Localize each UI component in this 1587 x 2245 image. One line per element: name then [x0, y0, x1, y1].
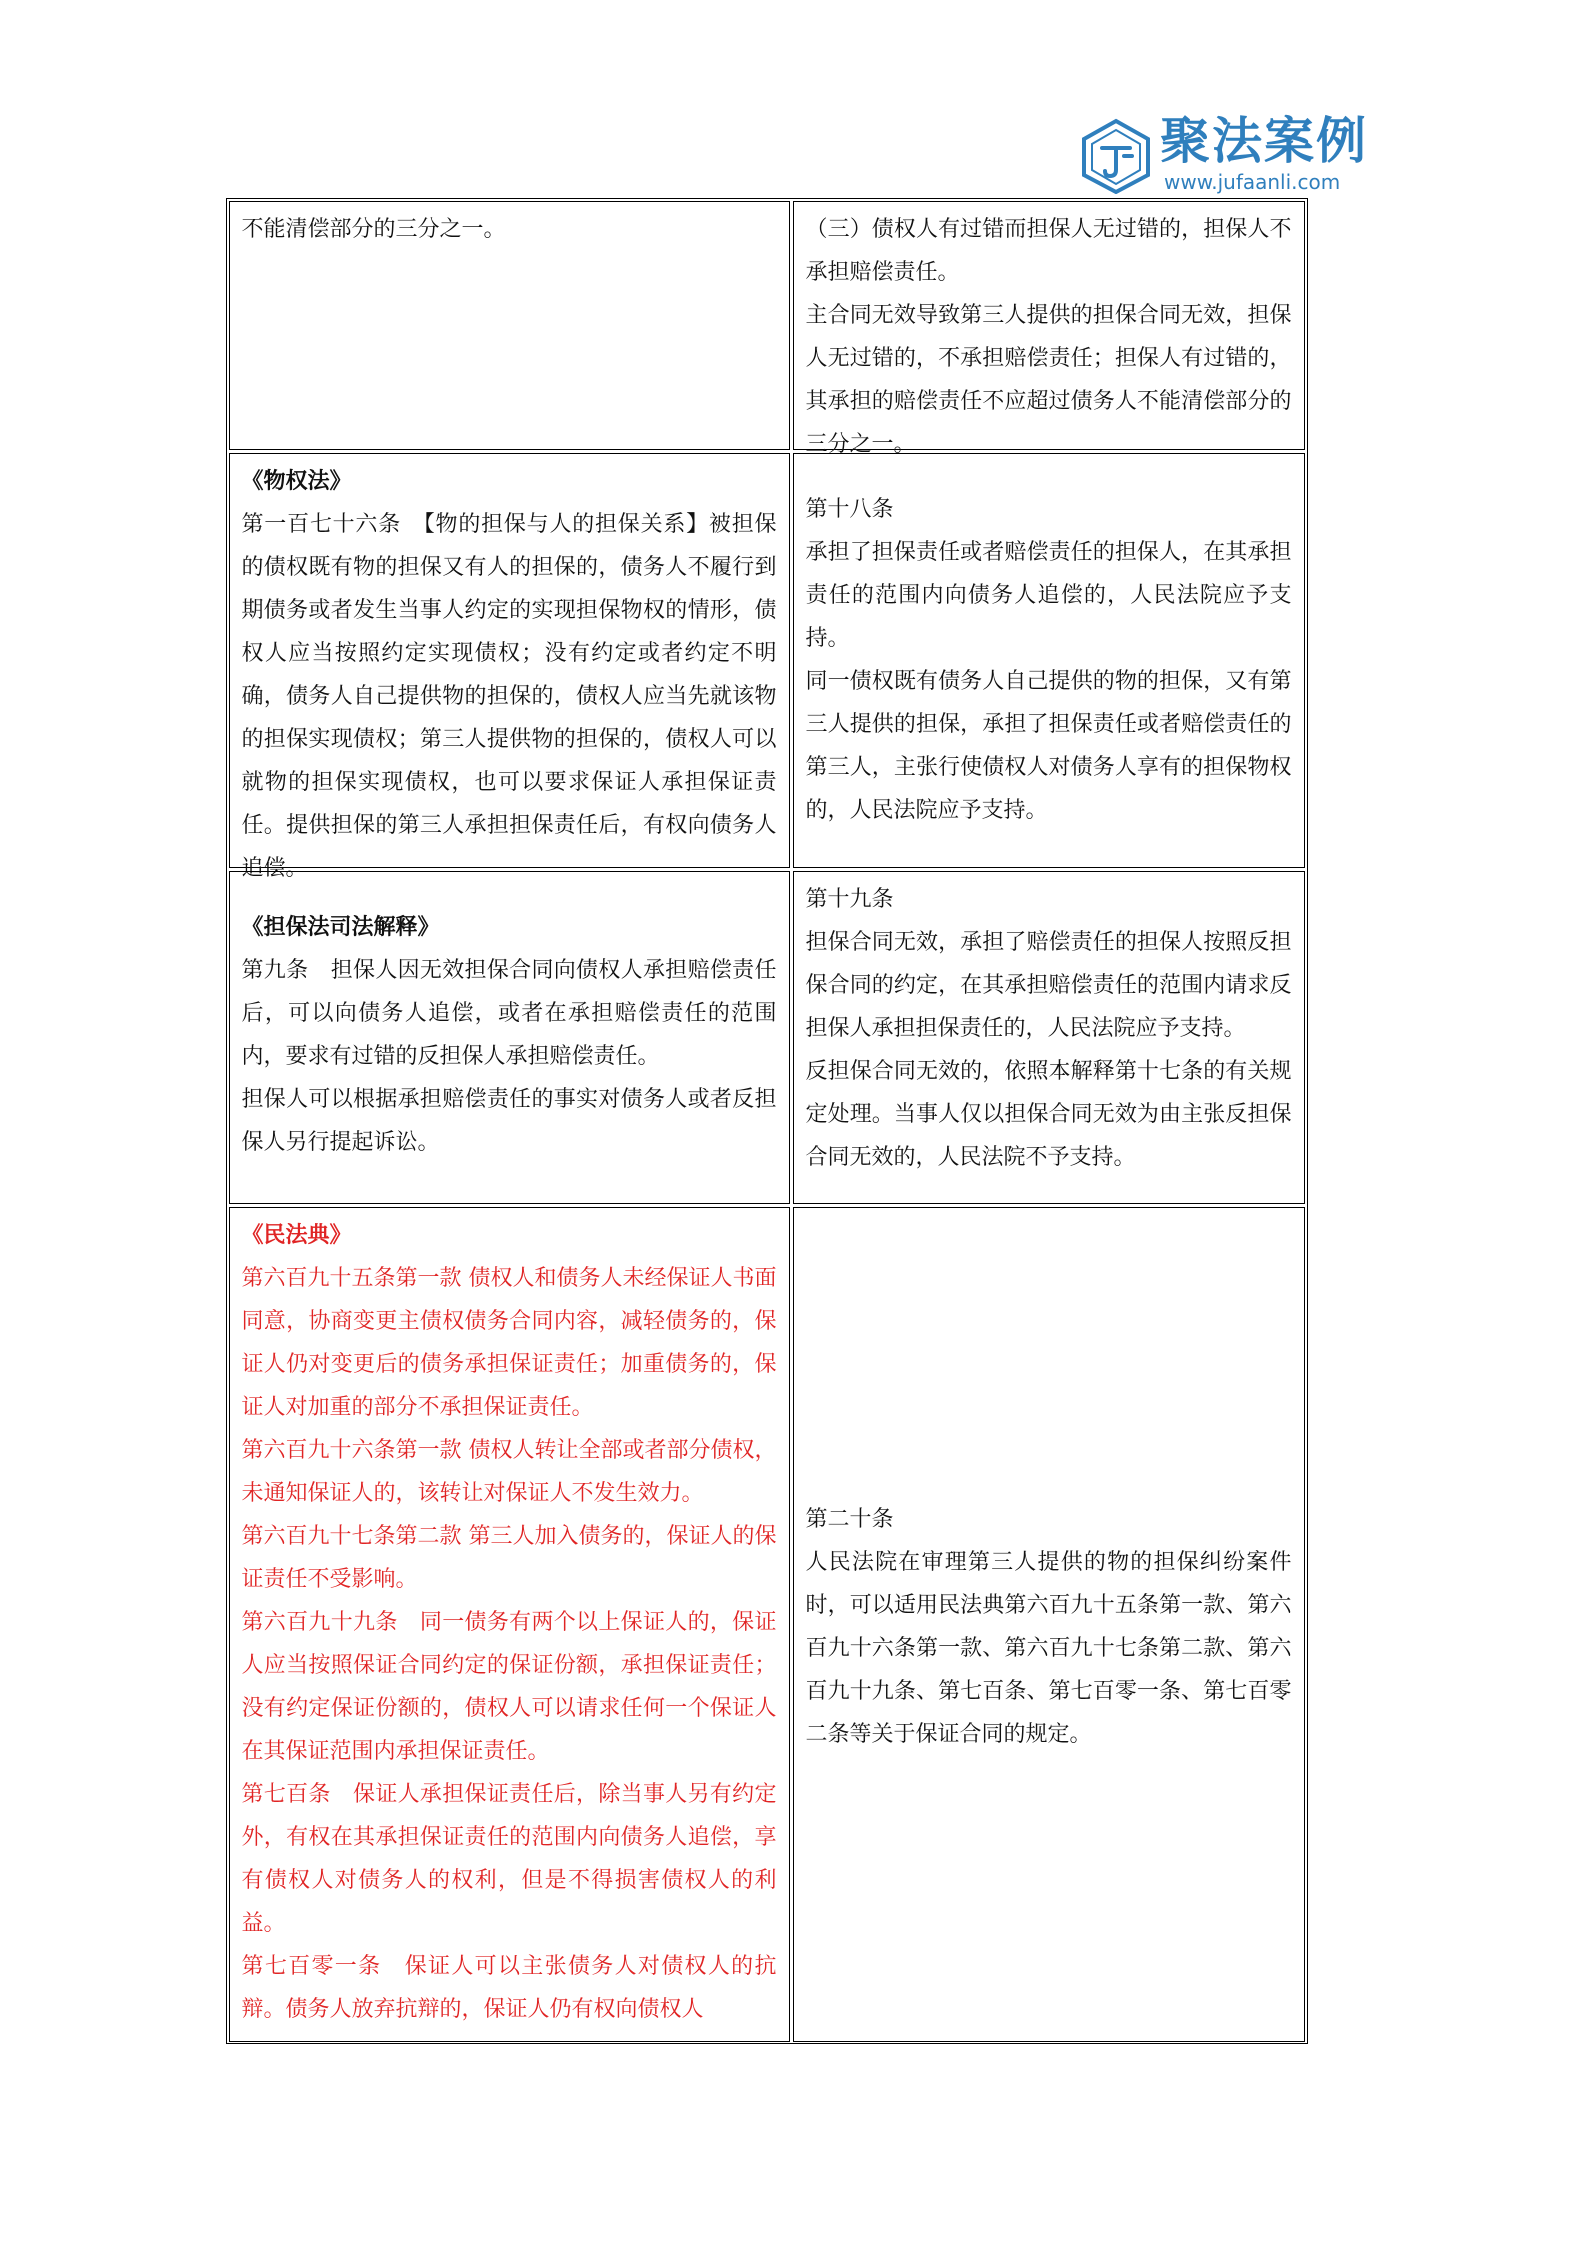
brand-name: 聚法案例	[1160, 112, 1368, 170]
cell-paragraph: 第一百七十六条 【物的担保与人的担保关系】被担保的债权既有物的担保又有人的担保的，债务人不履行到期债务或者发生当事人约定的实现担保物权的情形，债权人应当按照约定实现债权；没有约定或者约定不明确，债务人自己提供物的担保的，债权人应当先就该物的担保实现债权；第三人提供物的担保的，债权人可以就物的担保实现债权，也可以要求保证人承担保证责任。提供担保的第三人承担担保责任后，有权向债务人追偿。	[241, 511, 777, 881]
cell-paragraph: 第九条 担保人因无效担保合同向债权人承担赔偿责任后，可以向债务人追偿，或者在承担赔偿责任的范围内，要求有过错的反担保人承担赔偿责任。	[241, 957, 777, 1069]
cell-paragraph: 主合同无效导致第三人提供的担保合同无效，担保人无过错的，不承担赔偿责任；担保人有过错的，其承担的赔偿责任不应超过债务人不能清偿部分的三分之一。	[805, 302, 1292, 457]
table-cell-left	[229, 453, 790, 881]
table-row	[227, 1205, 1307, 2043]
cell-paragraph: （三）债权人有过错而担保人无过错的，担保人不承担赔偿责任。	[805, 216, 1292, 285]
cell-paragraph: 同一债权既有债务人自己提供的物的担保，又有第三人提供的担保，承担了担保责任或者赔偿责任的第三人，主张行使债权人对债务人享有的担保物权的，人民法院应予支持。	[805, 668, 1292, 823]
table-cell-right	[793, 1207, 1305, 2042]
law-title: 《担保法司法解释》	[241, 913, 440, 940]
table-row	[227, 199, 1307, 457]
table-cell-left	[229, 871, 790, 1204]
cell-paragraph: 不能清偿部分的三分之一。	[241, 216, 506, 242]
table-cell-right	[793, 201, 1305, 457]
jufa-logo-icon	[1080, 118, 1152, 194]
table-row	[227, 869, 1307, 1205]
table-cell-left	[229, 1207, 790, 2042]
cell-paragraph: 承担了担保责任或者赔偿责任的担保人，在其承担责任的范围内向债务人追偿的，人民法院应予支持。	[805, 539, 1292, 651]
table-row	[227, 451, 1307, 881]
cell-paragraph: 担保人可以根据承担赔偿责任的事实对债务人或者反担保人另行提起诉讼。	[241, 1086, 777, 1155]
table-cell-right	[793, 871, 1305, 1204]
article-number: 第二十条	[805, 1506, 894, 1532]
cell-paragraph: 人民法院在审理第三人提供的物的担保纠纷案件时，可以适用民法典第六百九十五条第一款、第六百九十六条第一款、第六百九十七条第二款、第六百九十九条、第七百条、第七百零一条、第七百零二条等关于保证合同的规定。	[805, 1549, 1292, 1747]
table-cell-right	[793, 453, 1305, 868]
law-title: 《民法典》	[241, 1221, 352, 1248]
cell-paragraph: 第六百九十九条 同一债务有两个以上保证人的，保证人应当按照保证合同约定的保证份额，承担保证责任；没有约定保证份额的，债权人可以请求任何一个保证人在其保证范围内承担保证责任。	[241, 1609, 777, 1764]
cell-paragraph: 反担保合同无效的，依照本解释第十七条的有关规定处理。当事人仅以担保合同无效为由主张反担保合同无效的，人民法院不予支持。	[805, 1058, 1292, 1170]
brand-logo	[1080, 112, 1380, 198]
cell-paragraph: 第六百九十六条第一款 债权人转让全部或者部分债权，未通知保证人的，该转让对保证人不发生效力。	[241, 1437, 777, 1506]
law-title: 《物权法》	[241, 467, 352, 494]
cell-paragraph: 第六百九十七条第二款 第三人加入债务的，保证人的保证责任不受影响。	[241, 1523, 777, 1592]
cell-paragraph: 担保合同无效，承担了赔偿责任的担保人按照反担保合同的约定，在其承担赔偿责任的范围内请求反担保人承担担保责任的，人民法院应予支持。	[805, 929, 1292, 1041]
brand-url: www.jufaanli.com	[1164, 170, 1341, 194]
cell-paragraph: 第七百零一条 保证人可以主张债务人对债权人的抗辩。债务人放弃抗辩的，保证人仍有权向债权人	[241, 1953, 777, 2022]
cell-paragraph: 第六百九十五条第一款 债权人和债务人未经保证人书面同意，协商变更主债权债务合同内容，减轻债务的，保证人仍对变更后的债务承担保证责任；加重债务的，保证人对加重的部分不承担保证责任。	[241, 1265, 777, 1420]
table-cell-left	[229, 201, 790, 450]
article-number: 第十九条	[805, 886, 894, 912]
law-comparison-table	[226, 198, 1308, 2044]
cell-paragraph: 第七百条 保证人承担保证责任后，除当事人另有约定外，有权在其承担保证责任的范围内向债务人追偿，享有债权人对债务人的权利，但是不得损害债权人的利益。	[241, 1781, 777, 1936]
article-number: 第十八条	[805, 496, 894, 522]
